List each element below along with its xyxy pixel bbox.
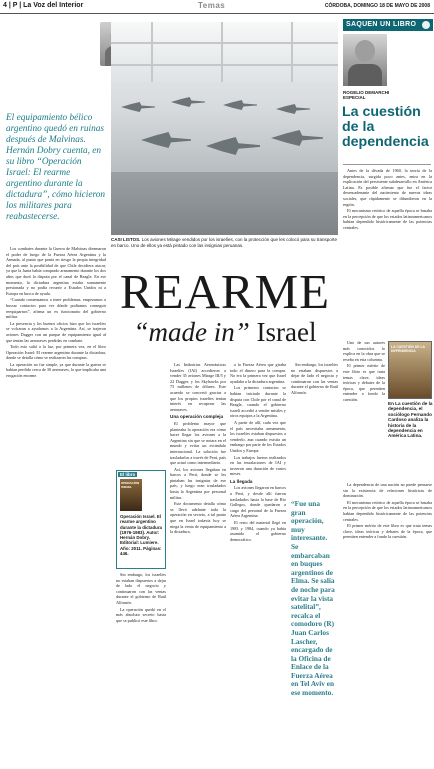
book-details: Operación Israel. El rearme argentino durante la dictadura (1976-1983). Autor: Hernán Dobry. Editorial: Lumiere. Año: 2011. Páginas: 446. [120,514,162,557]
page-number: 4 | P | La Voz del Interior [3,2,84,9]
pull-quote: “Fue una gran operación, muy interesante. Se embarcaban en buques argentinos de Elma. Se salía de noche para evitar la vista satelital”, recalca el comodoro (R) Juan Carlos Lascher, encargado de la Oficina de Enlace de la Fuerza Aérea en Tel Aviv en ese momento. [291,499,335,698]
paragraph: “Cuando comenzamos a tener problemas, empezamos a buscar contactos para ver dónde podíamos conseguir reequiparnos”, afirma un ex funcionario del gobierno militar. [6,297,106,320]
divider [343,164,431,165]
issue-date: CÓRDOBA, DOMINGO 18 DE MAYO DE 2008 [324,3,430,9]
paragraph: El mecanismo retórico de aquella época se basaba en la percepción de que los estados latinoamericanos habían dependido históricamente de las potencias centrales. [343,208,432,230]
paragraph: La presencia y los buenos oficios hizo que los israelíes se volcaran a ayudarnos a la Argentina. Así, se trajeron aviones Dagger con un parque de equipamiento igual al que tenían las aeronaves perdidas en combate. [6,320,106,343]
right-body-bottom [343,482,432,766]
paragraph: El primer mérito de este libro es que trata temas clave, ideas teóricas y debates de la época, que permiten entender a fondo la cuestión. [343,363,385,402]
subheadline [112,318,338,346]
paragraph: El problema mayor que planteaba la operación era cómo hacer llegar los aviones a la Argentina sin que se notara en el mundo y evitar un escándalo internacional. La solución fue trasladarlos a través de Perú, país que actuó como intermediario. [170,420,226,466]
column-header-label: SAQUEN UN LIBRO [346,21,417,28]
body-column-2 [170,362,226,766]
column-title: La cuestión de la dependencia [342,104,429,150]
column-book-cover: LA CUESTIÓN DE LA DEPENDENCIA [388,341,432,399]
paragraph: Así, los aviones llegaban en barcos a Perú, donde se les pintaban las insignias de ese país, y luego eran trasladados hasta la Argentina por personal militar. [170,466,226,500]
photo-caption [111,237,338,248]
column-subtitle: La llegada [230,478,253,484]
caption-text: Los aviones Mirage vendidos por los israelíes, con la protección que les colocó para su transporte en barco. Uno de ellos ya está pintado con las insignias peruanas. [111,237,338,248]
book-cover: OPERACIÓN ISRAEL [120,479,142,511]
paragraph: Uno de sus autores más conocidos lo explica en la obra que se reseña en esta columna. [343,340,385,362]
body-column-4 [291,362,338,497]
paragraph: Sin embargo, los israelíes no estaban dispuestos a dejar de lado el negocio y continuaron con las ventas durante el gobierno de Raúl Alfonsín. [291,362,338,395]
headline: REARME [119,264,331,319]
hangar-photo [111,22,338,235]
page-header [0,0,434,14]
body-column-2b [116,572,166,766]
paragraph: El resto del material llegó en 1983 y 1984, cuando ya había asumido el gobierno democrático. [230,520,286,542]
right-body-mid [343,340,385,480]
paragraph: Antes de la década de 1960, la teoría de la dependencia, surgida poco antes, entra en la explicación del persistente subdesarrollo en América Latina. Es posible afirmar que fue el factor desencadenante del nacimiento de nuevas ideas sociales, que rápidamente se difundieron en la región. [343,168,432,207]
section-name: Temas [198,1,226,10]
subheadline-word: Israel [256,317,317,347]
article-intro: El equipamiento bélico argentino quedó en ruinas después de Malvinas. Hernán Dobry cuenta, en su libro “Operación Israel: El rearme argentino durante la dictadura”, cómo hicieron los militares para reabastecerse. [6,113,106,222]
columnist-photo [343,34,387,86]
columnist-byline [343,90,389,100]
paragraph: Los combates durante la Guerra de Malvinas diezmaron el poder de fuego de la Fuerza Aérea Argentina y la Armada, al punto que ponía en riesgo la propia integridad del país ante la posibilidad de que Chile decidiera atacar, ya que la Junta había comprado armamento durante los dos años que duró la disputa por el canal de Beagle. En ese momento, la dictadura argentina estaba sumamente presionada y no podía recurrir a Estados Unidos ni a Europa en busca de ayuda. [6,246,106,296]
columnist-name: ROGELIO DEMARCHI [343,90,390,95]
body-column-1 [6,246,106,766]
column-book-details: En La cuestión de la dependencia, el sociólogo Fernando Cardoso analiza la historia de la dependencia en América Latina. [388,401,433,439]
paragraph: Sin embargo, los israelíes no estaban dispuestos a dejar de lado el negocio y continuaron con las ventas durante el gobierno de Raúl Alfonsín. [116,572,166,605]
paragraph: El mecanismo retórico de aquella época se basaba en la percepción de que los estados latinoamericanos habían dependido históricamente de las potencias centrales. [343,499,432,522]
paragraph: La dependencia de una nación no puede pensarse sin la existencia de relaciones históricas de dominación. [343,482,432,499]
paragraph: Los primeros contactos se habían iniciado durante la disputa con Chile por el canal de Beagle, cuando el gobierno israelí accedió a vender misiles y otros equipos a la Argentina. [230,385,286,419]
paragraph: La operación quedó en el más absoluto secreto hasta que se publicó este libro. [116,606,166,623]
column-header [343,19,433,31]
subheadline-quote: “made in” [133,317,250,347]
paragraph: El primer mérito de este libro es que trata temas clave, ideas teóricas y debates de la época, que permiten entender a fondo la cuestión. [343,523,432,540]
paragraph: La operación no fue simple, ya que durante la guerra se habían perdido cerca de 30 aeronaves, lo que implicaba una erogación enorme. [6,361,106,379]
caption-lead: CASI LISTOS. [111,237,141,242]
paragraph: Este documento detalla cómo se llevó adelante toda la operación en secreto, a tal punto que en Israel todavía hoy se niega la venta de equipamiento a la dictadura. [170,501,226,535]
paragraph: a la Fuerza Aérea que giraba todo el dinero para la compra. No era la primera vez que Israel ayudaba a la dictadura argentina. [230,362,286,384]
paragraph: A partir de allí, cada vez que el país necesitaba armamento, los israelíes estaban dispuestos a venderlo, aun cuando existía un embargo por parte de los Estados Unidos y Europa. [230,419,286,453]
paragraph: Las Industrias Aeronáuticas Israelíes (IAI) accedieron a vender 35 aviones Mirage III/5 y 22 Dagger, y los Skyhawks por 75 millones de dólares. Este acuerdo se concretó gracias a que los propios israelíes tenían interés en recuperar las aeronaves. [170,362,226,412]
paragraph: Los trabajos fueron realizados en las instalaciones de IAI y tuvieron una duración de varios meses. [230,454,286,477]
columnist-role: ESPECIAL [343,95,366,100]
paragraph: Todo esto salió a la luz, por primera vez, en el libro Operación Israel: El rearme argentino durante la dictadura, donde se detalla cómo se realizaron las compras. [6,344,106,361]
paragraph: Los aviones llegaron en barcos a Perú, y desde allí fueron trasladados hasta la base de Río Gallegos, donde quedaron a cargo del personal de la Fuerza Aérea Argentina. [230,485,286,519]
column-subtitle: Una operación compleja [170,414,224,420]
pen-icon [422,21,430,29]
right-body-top [343,168,432,338]
book-info-box [116,470,166,569]
body-column-3 [230,362,286,766]
book-box-label: El libro [120,472,136,477]
